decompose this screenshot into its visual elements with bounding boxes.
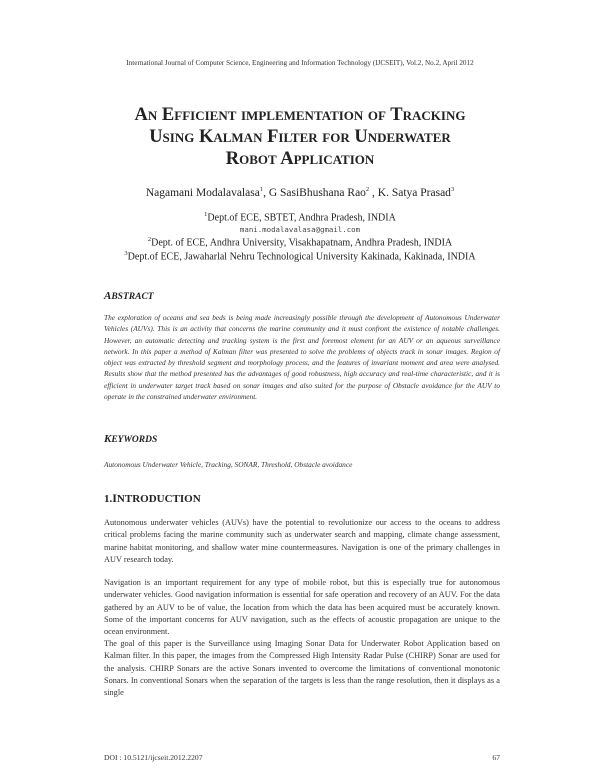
affiliation-2-text: Dept. of ECE, Andhra University, Visakhapatnam, Andhra Pradesh, INDIA	[151, 237, 453, 249]
author-3-sup: 3	[450, 186, 455, 193]
keywords-heading-cap: K	[104, 433, 112, 445]
introduction-paragraph-3: The goal of this paper is the Surveillance using Imaging Sonar Data for Underwater Robot Application based on Kalman filter. In this paper, the images from the Compressed High Intensity Radar Pulse (CHIRP) Sonar are used for the analysis. CHIRP Sonars are the active Sonars invented to overcome the limitations of conventional monotonic Sonars. In conventional Sonars when the separation of the targets is less than the range resolution, then it displays as a single	[104, 639, 500, 698]
title-line-2: Using Kalman Filter for Underwater	[149, 127, 451, 147]
author-1: Nagamani Modalavalasa	[145, 186, 260, 199]
affiliation-3-text: Dept.of ECE, Jawaharlal Nehru Technological University Kakinada, Kakinada, INDIA	[127, 251, 476, 263]
introduction-paragraph-1: Autonomous underwater vehicles (AUVs) have the potential to revolutionize our access to the oceans to address critical problems facing the marine community such as underwater search and mapping, climate change assessment, marine habitat monitoring, and shallow water mine countermeasures. Navigation is one of the primary challenges in AUV research today.	[104, 518, 500, 564]
author-1-sup: 1	[259, 186, 264, 193]
affiliation-2-sup: 2	[147, 236, 152, 243]
author-2: , G SasiBhushana Rao	[263, 186, 366, 199]
introduction-heading	[104, 491, 201, 506]
keywords-heading-rest: EYWORDS	[111, 435, 158, 445]
introduction-paragraph-2: Navigation is an important requirement for any type of mobile robot, but this is especially true for autonomous underwater vehicles. Good navigation information is essential for safe operation and recovery of an AUV. For the data gathered by an AUV to be of value, the location from which the data has been acquired must be accurately known. Some of the important concerns for AUV navigation, such as the effects of acoustic propagation are unique to the ocean environment.	[104, 578, 500, 637]
abstract-heading	[104, 290, 154, 302]
abstract-heading-rest: BSTRACT	[111, 292, 154, 302]
author-email[interactable]: mani.modalavalasa@gmail.com	[239, 225, 361, 234]
keywords-text: Autonomous Underwater Vehicle, Tracking, SONAR, Threshold, Obstacle avoidance	[104, 460, 353, 469]
author-3: , K. Satya Prasad	[369, 186, 451, 199]
introduction-heading-rest: NTRODUCTION	[116, 493, 201, 505]
author-2-sup: 2	[365, 186, 370, 193]
doi-text: DOI : 10.5121/ijcseit.2012.2207	[104, 753, 203, 762]
introduction-heading-cap: I	[112, 491, 117, 505]
keywords-heading	[104, 433, 157, 445]
affiliation-1-sup: 1	[204, 211, 208, 218]
author-list	[0, 186, 600, 199]
introduction-number: 1.	[104, 493, 113, 505]
affiliation-3	[0, 250, 600, 262]
page-number: 67	[492, 753, 500, 762]
affiliation-1-text: Dept.of ECE, SBTET, Andhra Pradesh, INDIA	[207, 212, 396, 224]
title-line-3: Robot Application	[225, 149, 375, 169]
abstract-heading-cap: A	[104, 290, 112, 302]
affiliation-2	[0, 236, 600, 248]
title-line-1: An Efficient implementation of Tracking	[134, 105, 466, 125]
affiliation-1	[0, 211, 600, 223]
abstract-text: The exploration of oceans and sea beds is being made increasingly possible through the development of Autonomous Underwater Vehicles (AUVs). This is an activity that concerns the marine community and it must confront the existence of notable challenges. However, an automatic detecting and tracking system is the first and foremost element for an AUV or an aqueous surveillance network. In this paper a method of Kalman filter was presented to solve the problems of objects track in sonar images. Region of object was extracted by threshold segment and morphology process, and the features of invariant moment and area were analysed. Results show that the method presented has the advantages of good robustness, high accuracy and real-time characteristic, and it is efficient in underwater target track based on sonar images and also suited for the purpose of Obstacle avoidance for the AUV to operate in the constrained underwater environment.	[104, 313, 500, 402]
journal-header: International Journal of Computer Science, Engineering and Information Technology (IJCSEIT), Vol.2, No.2, April 2012	[126, 59, 474, 67]
paper-title	[60, 104, 540, 170]
affiliation-3-sup: 3	[124, 250, 128, 257]
